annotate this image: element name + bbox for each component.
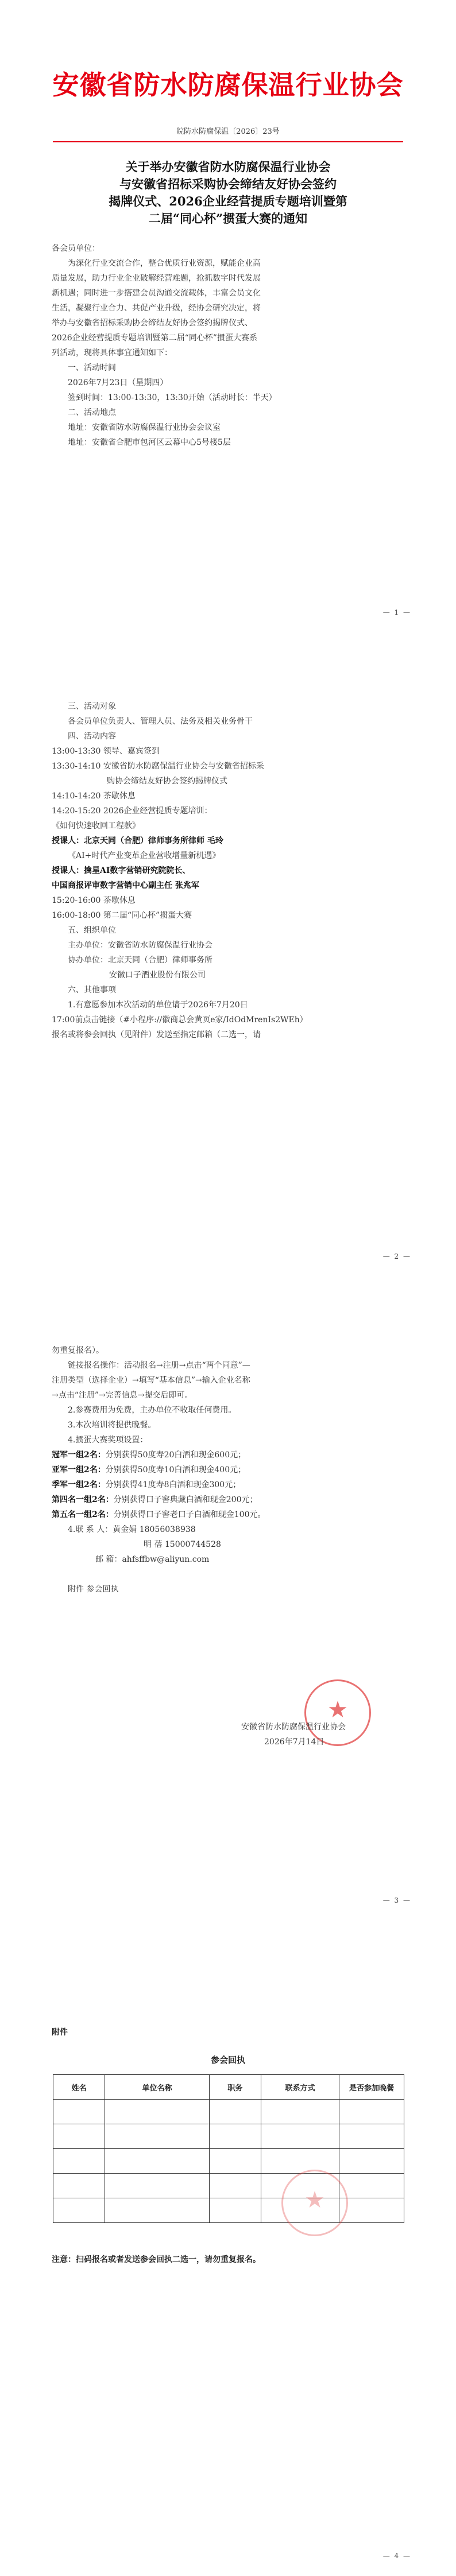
body-line: →点击“注册”→完善信息→提交后即可。 bbox=[52, 1391, 193, 1400]
dinner-cell[interactable] bbox=[339, 2149, 404, 2174]
prize-line bbox=[52, 1492, 404, 1507]
prize-line bbox=[52, 1448, 404, 1462]
location-line: 地址：安徽省合肥市包河区云幕中心5号楼5层 bbox=[68, 438, 231, 447]
page-2 bbox=[0, 644, 456, 1288]
company-cell[interactable] bbox=[105, 2100, 210, 2124]
contact-cell[interactable] bbox=[261, 2149, 339, 2174]
other-line: 1.有意愿参加本次活动的单位请于2026年7月20日 bbox=[68, 1000, 248, 1010]
page-number: — 1 — bbox=[382, 608, 411, 616]
column-header: 姓名 bbox=[53, 2075, 105, 2100]
schedule-line: 13:00-13:30 领导、嘉宾签到 bbox=[52, 747, 160, 756]
page3-body bbox=[52, 1343, 404, 1597]
position-cell[interactable] bbox=[209, 2198, 261, 2223]
speaker-line: 授课人：擒星AI数字营销研究院院长、 bbox=[52, 866, 191, 875]
body-line: 3.本次培训将提供晚餐。 bbox=[68, 1421, 156, 1430]
name-cell[interactable] bbox=[53, 2198, 105, 2223]
registration-note: 注意：扫码报名或者发送参会回执二选一，请勿重复报名。 bbox=[52, 2255, 261, 2264]
name-cell[interactable] bbox=[53, 2100, 105, 2124]
page1-body bbox=[52, 241, 404, 450]
prize-line bbox=[52, 1477, 404, 1492]
body-line: 注册类型（选择企业）→填写“基本信息”→输入企业名称 bbox=[52, 1376, 250, 1385]
company-cell[interactable] bbox=[105, 2124, 210, 2149]
seal-star-icon: ★ bbox=[304, 2187, 325, 2213]
organizer-line-cont: 安徽口子酒业股份有限公司 bbox=[109, 971, 206, 980]
body-line: 链接报名操作：活动报名→注册→点击“两个同意”— bbox=[68, 1361, 250, 1370]
schedule-line: 14:20-15:20 2026企业经营提质专题培训： bbox=[52, 806, 212, 816]
column-header: 联系方式 bbox=[261, 2075, 339, 2100]
column-header: 单位名称 bbox=[105, 2075, 210, 2100]
contact-cell[interactable] bbox=[261, 2100, 339, 2124]
company-cell[interactable] bbox=[105, 2149, 210, 2174]
page-3 bbox=[0, 1288, 456, 1932]
contact-line: 明 蓓 15000744528 bbox=[144, 1540, 221, 1549]
annex-title: 参会回执 bbox=[210, 2055, 245, 2065]
time-line: 签到时间：13:00-13:30，13:30开始（活动时长：半天） bbox=[68, 393, 277, 402]
association-title: 安徽省防水防腐保温行业协会 bbox=[52, 69, 404, 100]
title-line: 关于举办安徽省防水防腐保温行业协会 bbox=[125, 160, 331, 174]
prize-label: 季军一组2名： bbox=[52, 1480, 106, 1489]
other-line: 17:00前点击链接（#小程序://徽商总会黄页e家/IdOdMrenIs2WEh） bbox=[52, 1015, 308, 1025]
page-number: — 3 — bbox=[382, 1896, 411, 1904]
company-cell[interactable] bbox=[105, 2174, 210, 2198]
dinner-cell[interactable] bbox=[339, 2198, 404, 2223]
organizer-line: 主办单位：安徽省防水防腐保温行业协会 bbox=[68, 941, 212, 950]
document-number: 皖防水防腐保温〔2026〕23号 bbox=[176, 127, 280, 136]
section-heading-other: 六、其他事项 bbox=[68, 986, 116, 995]
section-heading-organizers: 五、组织单位 bbox=[68, 926, 116, 935]
position-cell[interactable] bbox=[209, 2149, 261, 2174]
page-1 bbox=[0, 0, 456, 644]
prize-label: 第四名一组2名： bbox=[52, 1495, 114, 1504]
prize-label: 第五名一组2名： bbox=[52, 1510, 114, 1519]
title-line: 揭牌仪式、2026企业经营提质专题培训暨第 bbox=[109, 194, 347, 208]
intro-line: 生活，凝聚行业合力、共促产业升级，经协会研究决定，将 bbox=[52, 304, 261, 313]
schedule-line: 14:10-14:20 茶歇休息 bbox=[52, 792, 136, 801]
section-heading-location: 二、活动地点 bbox=[68, 408, 116, 417]
notice-title bbox=[69, 158, 387, 227]
body-line: 2.参赛费用为免费，主办单位不收取任何费用。 bbox=[68, 1406, 237, 1415]
prize-line bbox=[52, 1462, 404, 1477]
annex-label: 附件 bbox=[52, 2028, 68, 2037]
prize-text: 分别获得50度寿20白酒和现金600元； bbox=[105, 1450, 246, 1460]
attachment-line: 附件 参会回执 bbox=[68, 1585, 119, 1594]
table-row bbox=[53, 2174, 404, 2198]
sign-date: 2026年7月14日 bbox=[264, 1737, 324, 1747]
prize-text: 分别获得41度寿8白酒和现金300元； bbox=[105, 1480, 241, 1489]
table-row bbox=[53, 2149, 404, 2174]
schedule-line: 13:30-14:10 安徽省防水防腐保温行业协会与安徽省招标采 bbox=[52, 762, 264, 771]
email-line: 邮 箱：ahfsffbw@aliyun.com bbox=[95, 1555, 210, 1564]
seal-star-icon: ★ bbox=[327, 1697, 348, 1723]
body-line: 勿重复报名）。 bbox=[52, 1346, 104, 1355]
position-cell[interactable] bbox=[209, 2100, 261, 2124]
reply-form-table bbox=[53, 2074, 404, 2223]
location-line: 地址：安徽省防水防腐保温行业协会会议室 bbox=[68, 423, 221, 432]
position-cell[interactable] bbox=[209, 2124, 261, 2149]
dinner-cell[interactable] bbox=[339, 2124, 404, 2149]
table-row bbox=[53, 2124, 404, 2149]
contact-cell[interactable] bbox=[261, 2124, 339, 2149]
speaker-line: 中国商报评审数字营销中心副主任 张兆军 bbox=[52, 881, 199, 890]
position-cell[interactable] bbox=[209, 2174, 261, 2198]
table-row bbox=[53, 2198, 404, 2223]
page2-body bbox=[52, 699, 404, 1042]
prize-text: 分别获得50度寿10白酒和现金400元； bbox=[105, 1465, 246, 1475]
page-number: — 4 — bbox=[382, 2552, 411, 2560]
table-header-row bbox=[53, 2075, 404, 2100]
intro-line: 为深化行业交流合作，整合优质行业资源，赋能企业高 bbox=[68, 259, 261, 268]
section-heading-audience: 三、活动对象 bbox=[68, 702, 116, 711]
greeting: 各会员单位： bbox=[52, 244, 100, 253]
official-seal-faint bbox=[281, 2170, 348, 2236]
intro-line: 2026企业经营提质专题培训暨第二届“同心杯”掼蛋大赛系 bbox=[52, 333, 257, 343]
name-cell[interactable] bbox=[53, 2149, 105, 2174]
sign-organization: 安徽省防水防腐保温行业协会 bbox=[241, 1722, 346, 1732]
column-header: 是否参加晚餐 bbox=[339, 2075, 404, 2100]
red-divider bbox=[53, 141, 403, 142]
dinner-cell[interactable] bbox=[339, 2174, 404, 2198]
other-line: 报名或将参会回执（见附件）发送至指定邮箱（二选一，请 bbox=[52, 1030, 261, 1039]
speaker-line: 授课人：北京天同（合肥）律师事务所律师 毛玲 bbox=[52, 836, 223, 845]
prize-text: 分别获得口子窖典藏白酒和现金200元； bbox=[113, 1495, 258, 1504]
company-cell[interactable] bbox=[105, 2198, 210, 2223]
dinner-cell[interactable] bbox=[339, 2100, 404, 2124]
prize-label: 冠军一组2名： bbox=[52, 1450, 106, 1460]
prize-line bbox=[52, 1507, 404, 1522]
column-header: 职务 bbox=[209, 2075, 261, 2100]
organizer-line: 协办单位：北京天同（合肥）律师事务所 bbox=[68, 956, 212, 965]
title-line: 二届“同心杯”掼蛋大赛的通知 bbox=[148, 211, 308, 226]
intro-line: 质量发展，助力行业企业破解经营难题，抢抓数字时代发展 bbox=[52, 274, 261, 283]
name-cell[interactable] bbox=[53, 2124, 105, 2149]
schedule-line: 15:20-16:00 茶歇休息 bbox=[52, 896, 136, 905]
training-topic: 《如何快速收回工程款》 bbox=[52, 821, 140, 831]
section-heading-time: 一、活动时间 bbox=[68, 363, 116, 373]
intro-line: 新机遇；同时进一步搭建会员沟通交流载体，丰富会员文化 bbox=[52, 289, 261, 298]
schedule-line: 16:00-18:00 第二届“同心杯”掼蛋大赛 bbox=[52, 911, 192, 920]
body-line: 4.掼蛋大赛奖项设置： bbox=[68, 1436, 148, 1445]
table-row bbox=[53, 2100, 404, 2124]
intro-line: 举办与安徽省招标采购协会缔结友好协会签约揭牌仪式、 bbox=[52, 319, 253, 328]
intro-line: 列活动，现将具体事宜通知如下： bbox=[52, 348, 172, 358]
prize-text: 分别获得口子窖老口子白酒和现金100元。 bbox=[113, 1510, 266, 1519]
audience-line: 各会员单位负责人、管理人员、法务及相关业务骨干 bbox=[68, 717, 253, 726]
signature-block bbox=[241, 1720, 414, 1749]
name-cell[interactable] bbox=[53, 2174, 105, 2198]
page-number: — 2 — bbox=[382, 1252, 411, 1260]
schedule-line-cont: 购协会缔结友好协会签约揭牌仪式 bbox=[107, 777, 227, 786]
title-line: 与安徽省招标采购协会缔结友好协会签约 bbox=[119, 177, 337, 191]
prize-label: 亚军一组2名： bbox=[52, 1465, 106, 1475]
contact-line: 4.联 系 人：黄金娟 18056038938 bbox=[68, 1525, 196, 1534]
training-topic: 《AI+时代产业变革企业营收增量新机遇》 bbox=[68, 851, 221, 860]
section-heading-content: 四、活动内容 bbox=[68, 732, 116, 741]
time-line: 2026年7月23日（星期四） bbox=[68, 378, 168, 387]
